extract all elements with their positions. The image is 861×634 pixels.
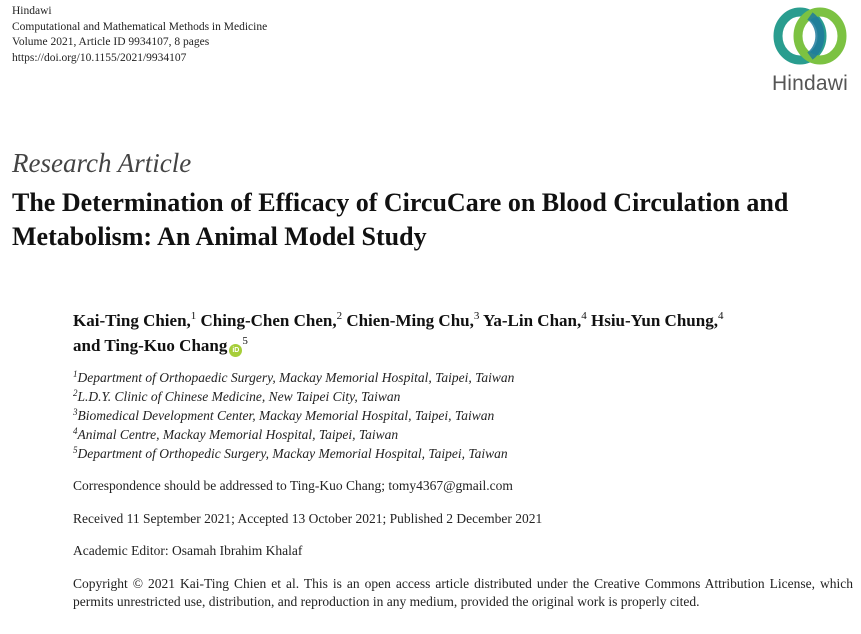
journal-name: Computational and Mathematical Methods in Medicine [12,20,268,33]
author-name[interactable]: Ya-Lin Chan, [482,311,582,330]
article-title: The Determination of Efficacy of CircuCare on Blood Circulation and Metabolism: An Animal Model Study [12,188,789,251]
affiliation-item [73,368,514,387]
affiliation-sup: 4 [73,426,78,436]
copyright-notice: Copyright © 2021 Kai-Ting Chien et al. This is an open access article distributed under the Creative Commons Attribution License, which permits unrestricted use, distribution, and reproduction in any medium, provided the original work is properly cited. [73,576,853,609]
doi-link[interactable]: https://doi.org/10.1155/2021/9934107 [12,51,187,64]
author-conjunction: and [73,336,101,355]
author-affiliation-sup: 3 [473,310,480,322]
author-name[interactable]: Chien-Ming Chu, [346,311,474,330]
author-affiliation-sup: 2 [336,310,343,322]
logo-wordmark: Hindawi [771,72,849,95]
author-name[interactable]: Ching-Chen Chen, [200,311,337,330]
author-name[interactable]: Ting-Kuo Chang [104,336,228,355]
orcid-icon[interactable]: iD [229,344,242,357]
affiliation-sup: 3 [73,407,78,417]
author-name[interactable]: Kai-Ting Chien, [73,311,191,330]
affiliation-item [73,406,514,425]
affiliation-item [73,425,514,444]
academic-editor: Academic Editor: Osamah Ibrahim Khalaf [73,543,303,558]
author-affiliation-sup: 5 [242,335,248,347]
affiliation-text: Department of Orthopedic Surgery, Mackay Memorial Hospital, Taipei, Taiwan [77,446,508,461]
correspondence-line: Correspondence should be addressed to Ting-Kuo Chang; tomy4367@gmail.com [73,478,513,493]
hindawi-rings-icon [770,4,850,70]
affiliation-sup: 1 [73,369,78,379]
affiliation-sup: 5 [73,445,78,455]
publisher-name: Hindawi [12,5,52,17]
affiliation-list [73,368,514,463]
author-name[interactable]: Hsiu-Yun Chung, [591,311,718,330]
affiliation-item [73,444,514,463]
affiliation-text: Biomedical Development Center, Mackay Memorial Hospital, Taipei, Taiwan [77,408,495,423]
author-affiliation-sup: 4 [717,310,724,322]
hindawi-logo [762,4,858,94]
affiliation-sup: 2 [73,388,78,398]
affiliation-text: Animal Centre, Mackay Memorial Hospital, Taipei, Taiwan [77,427,399,442]
affiliation-text: Department of Orthopaedic Surgery, Mackay Memorial Hospital, Taipei, Taiwan [77,370,515,385]
article-type: Research Article [12,148,192,178]
author-list [73,308,858,358]
volume-info: Volume 2021, Article ID 9934107, 8 pages [12,36,210,48]
author-affiliation-sup: 4 [581,310,587,322]
journal-header [12,4,267,66]
affiliation-text: L.D.Y. Clinic of Chinese Medicine, New Taipei City, Taiwan [77,389,401,404]
affiliation-item [73,387,514,406]
author-affiliation-sup: 1 [190,310,197,322]
publication-history: Received 11 September 2021; Accepted 13 October 2021; Published 2 December 2021 [73,511,543,526]
